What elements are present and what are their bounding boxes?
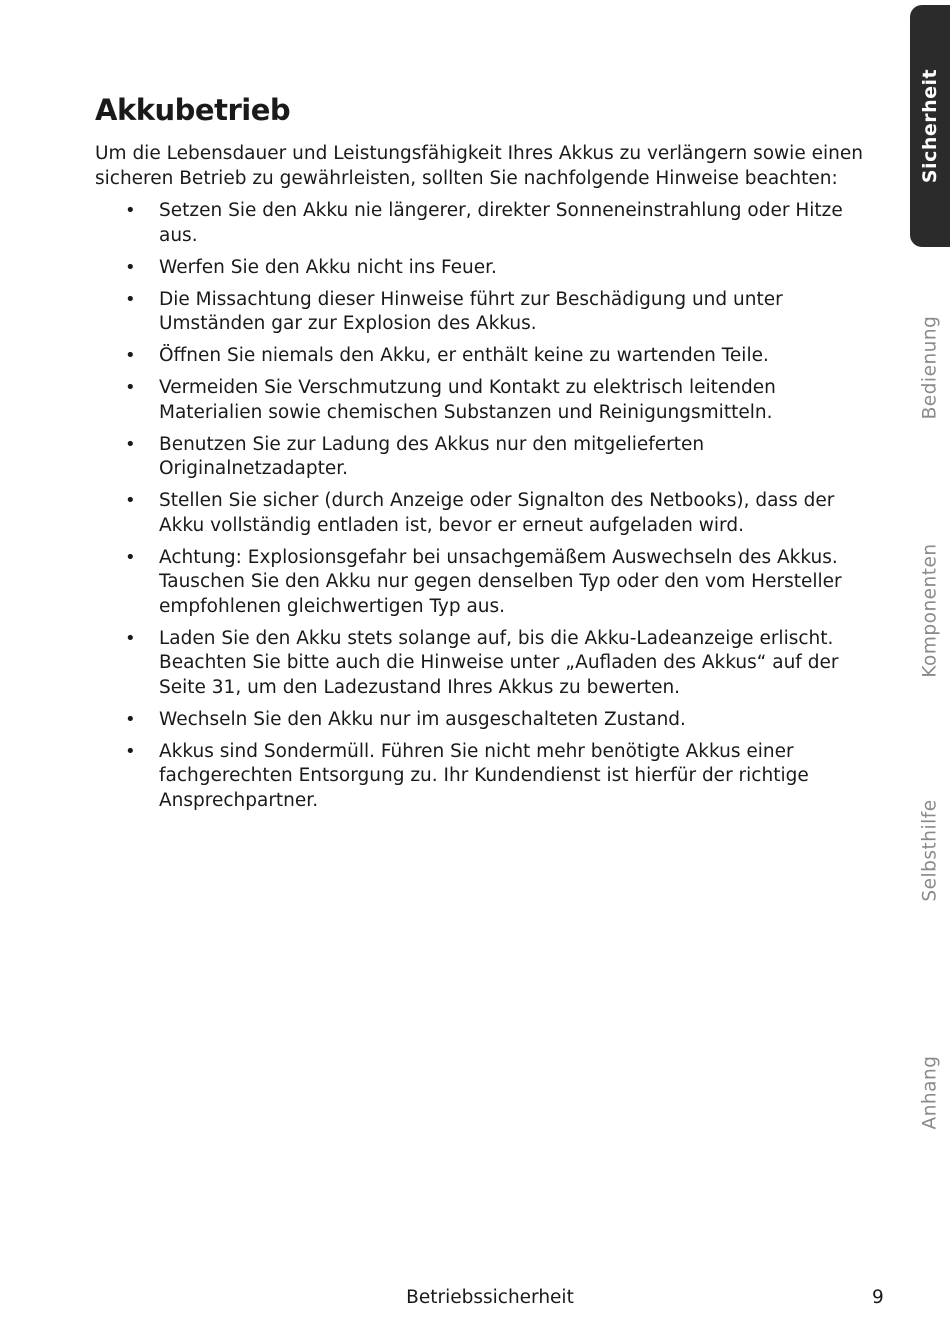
tab-komponenten[interactable] — [910, 530, 950, 690]
footer-section-title: Betriebssicherheit — [406, 1287, 574, 1308]
list-item-text: Achtung: Explosionsgefahr bei unsachgemäßem Auswechseln des Akkus. Tauschen Sie den Akku nur gegen denselben Typ oder den vom Hersteller empfohlenen gleichwertigen Typ aus. — [159, 546, 842, 617]
tab-sicherheit[interactable] — [910, 5, 950, 247]
list-item — [95, 708, 885, 733]
page-heading: Akkubetrieb — [95, 93, 291, 127]
intro-paragraph: Um die Lebensdauer und Leistungsfähigkeit Ihres Akkus zu verlängern sowie einen sicheren Betrieb zu gewährleisten, sollten Sie nachfolgende Hinweise beachten: — [95, 143, 863, 189]
bullet-icon: • — [125, 200, 136, 221]
page-content — [95, 88, 885, 821]
tab-anhang-label: Anhang — [919, 1055, 941, 1130]
chapter-tabs — [910, 0, 950, 1341]
list-item — [95, 344, 885, 369]
list-item-text: Werfen Sie den Akku nicht ins Feuer. — [159, 256, 497, 278]
bullet-icon: • — [125, 288, 136, 310]
bullet-icon: • — [125, 627, 136, 649]
bullet-icon: • — [125, 490, 136, 511]
page-number: 9 — [872, 1287, 884, 1308]
list-item — [95, 740, 885, 814]
list-item — [95, 546, 885, 620]
list-item — [95, 288, 885, 337]
list-item-text: Die Missachtung dieser Hinweise führt zur Beschädigung und unter Umständen gar zur Explosion des Akkus. — [159, 288, 783, 334]
list-item — [95, 256, 885, 281]
bullet-icon: • — [125, 740, 136, 762]
tab-sicherheit-label: Sicherheit — [919, 68, 941, 184]
list-item-text: Wechseln Sie den Akku nur im ausgeschalteten Zustand. — [159, 708, 686, 730]
list-item-text: Setzen Sie den Akku nie längerer, direkter Sonneneinstrahlung oder Hitze aus. — [159, 200, 843, 246]
list-item — [95, 376, 885, 425]
bullet-icon: • — [125, 433, 136, 455]
list-item-text: Öffnen Sie niemals den Akku, er enthält keine zu wartenden Teile. — [159, 345, 769, 366]
tab-selbsthilfe[interactable] — [910, 790, 950, 910]
list-item-text: Laden Sie den Akku stets solange auf, bis die Akku-Ladeanzeige erlischt. Beachten Sie bitte auch die Hinweise unter „Aufladen des Akkus“ auf der Seite 31, um den Ladezustand Ihres Akkus zu bewerten. — [159, 627, 839, 698]
tab-komponenten-label: Komponenten — [919, 542, 941, 678]
bullet-icon: • — [125, 546, 136, 568]
tab-bedienung-label: Bedienung — [919, 315, 941, 420]
list-item — [95, 199, 885, 248]
list-item — [95, 433, 885, 482]
bullet-icon: • — [125, 256, 136, 278]
tab-anhang[interactable] — [910, 1045, 950, 1140]
safety-notes-list — [95, 199, 885, 813]
bullet-icon: • — [125, 345, 136, 366]
bullet-icon: • — [125, 377, 136, 398]
list-item — [95, 627, 885, 701]
tab-selbsthilfe-label: Selbsthilfe — [919, 798, 941, 902]
tab-bedienung[interactable] — [910, 300, 950, 435]
list-item-text: Stellen Sie sicher (durch Anzeige oder Signalton des Netbooks), dass der Akku vollständig entladen ist, bevor er erneut aufgeladen wird. — [159, 490, 835, 536]
bullet-icon: • — [125, 708, 136, 730]
list-item-text: Vermeiden Sie Verschmutzung und Kontakt zu elektrisch leitenden Materialien sowie chemischen Substanzen und Reinigungsmitteln. — [159, 377, 776, 423]
list-item-text: Benutzen Sie zur Ladung des Akkus nur den mitgelieferten Originalnetzadapter. — [159, 433, 705, 479]
list-item — [95, 489, 885, 538]
list-item-text: Akkus sind Sondermüll. Führen Sie nicht mehr benötigte Akkus einer fachgerechten Entsorgung zu. Ihr Kundendienst ist hierfür der richtige Ansprechpartner. — [159, 740, 809, 811]
